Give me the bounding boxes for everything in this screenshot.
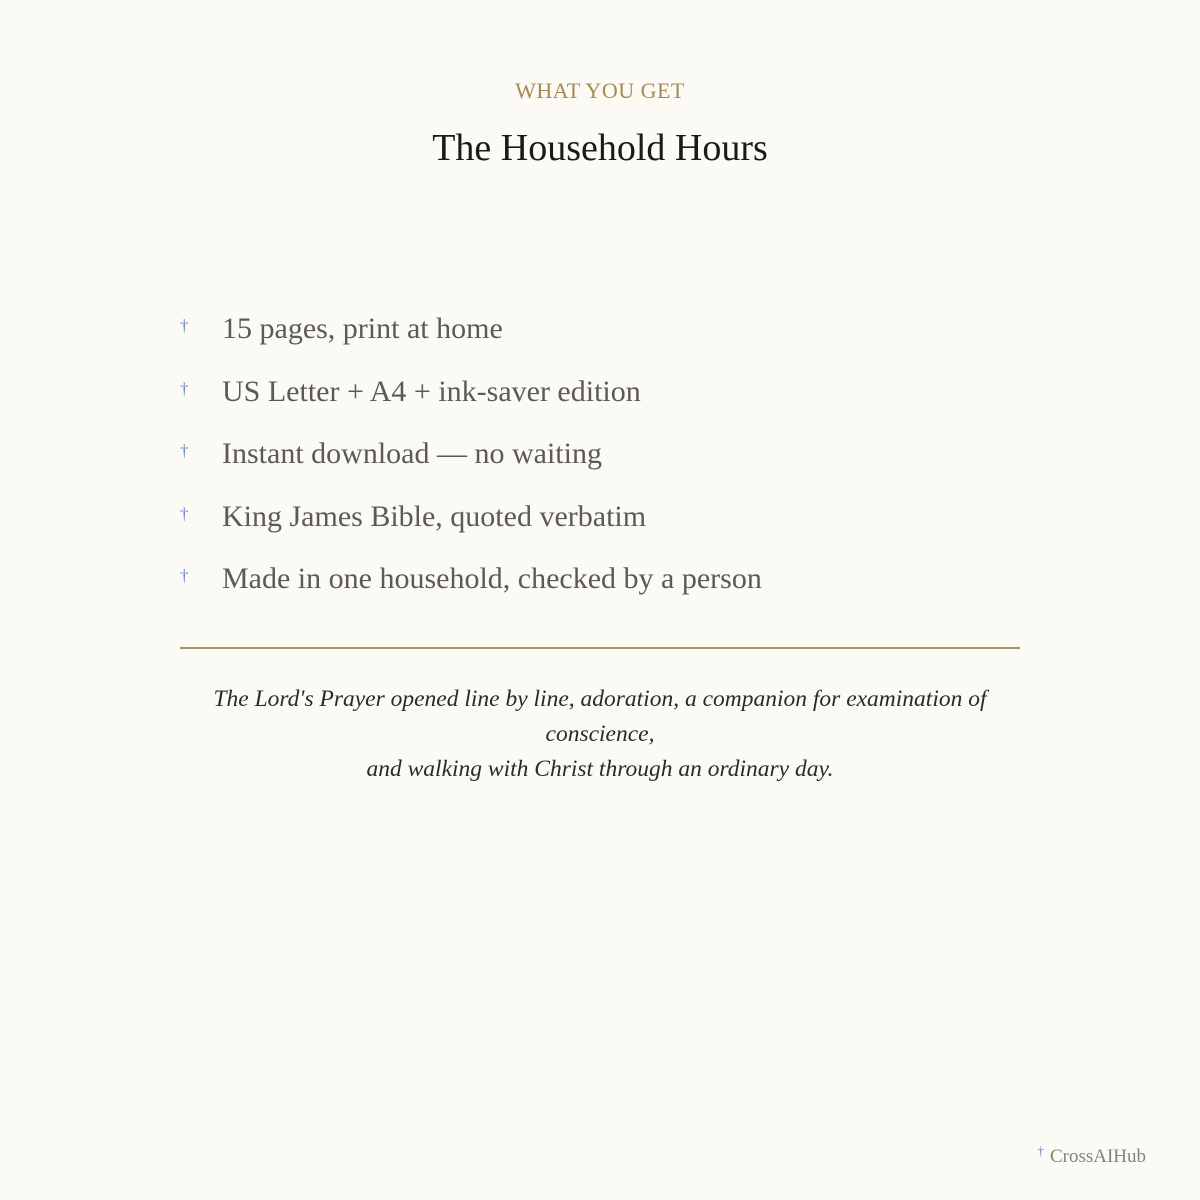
feature-text: US Letter + A4 + ink-saver edition: [222, 374, 641, 408]
description-line: and walking with Christ through an ordinary day.: [366, 756, 834, 782]
page-title: The Household Hours: [432, 127, 768, 169]
list-item: [180, 437, 1020, 500]
list-item: [180, 562, 1020, 625]
product-description: [160, 682, 1040, 787]
feature-list: [180, 312, 1020, 625]
brand-watermark: [1037, 1143, 1146, 1168]
brand-name: CrossAIHub: [1049, 1146, 1146, 1167]
description-line: The Lord's Prayer opened line by line, adoration, a companion for examination of conscience,: [213, 686, 987, 747]
list-item: [180, 375, 1020, 438]
cross-icon: †: [180, 441, 189, 460]
feature-text: King James Bible, quoted verbatim: [222, 499, 647, 533]
divider: [180, 647, 1020, 649]
feature-text: Made in one household, checked by a person: [222, 562, 762, 595]
cross-icon: †: [180, 503, 189, 523]
cross-icon: †: [180, 378, 189, 398]
list-item: [180, 312, 1020, 375]
cross-icon: †: [180, 316, 189, 335]
feature-text: Instant download — no waiting: [222, 437, 602, 470]
section-eyebrow: WHAT YOU GET: [515, 78, 685, 103]
list-item: [180, 500, 1020, 563]
cross-icon: †: [1037, 1143, 1044, 1158]
cross-icon: †: [180, 566, 189, 585]
feature-text: 15 pages, print at home: [222, 312, 503, 345]
